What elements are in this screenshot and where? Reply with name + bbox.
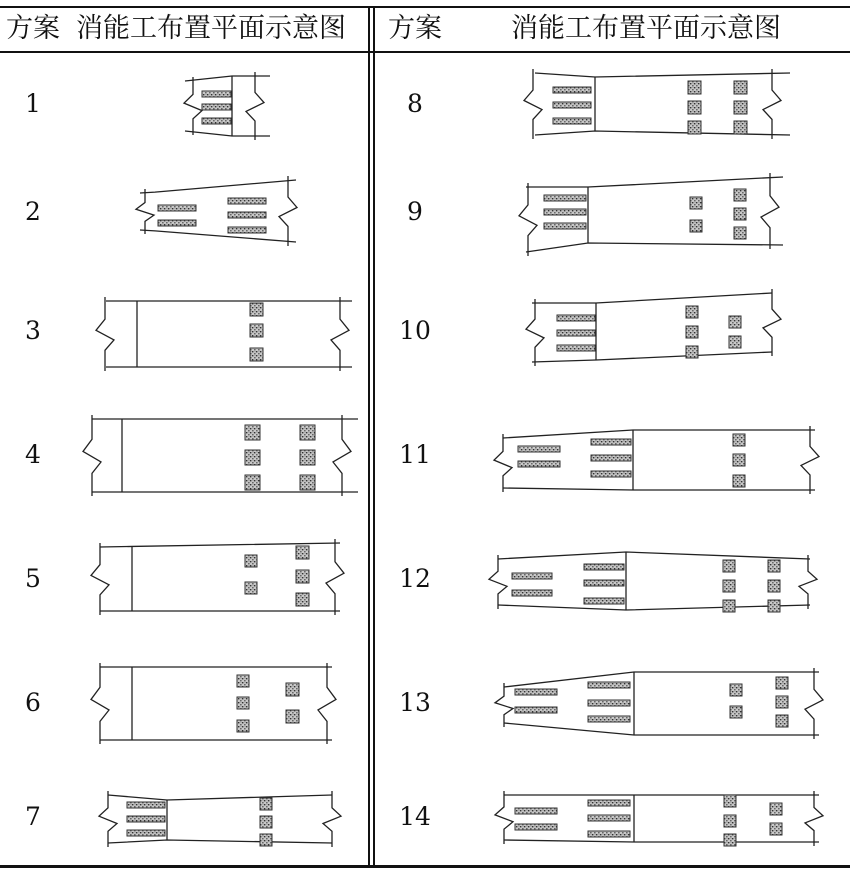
baffle-strip — [127, 816, 165, 822]
downstream-break-line — [333, 415, 351, 496]
baffle-block — [245, 450, 260, 465]
baffle-strip — [515, 824, 557, 830]
baffle-block — [237, 697, 249, 709]
scheme-number: 11 — [399, 440, 431, 469]
downstream-break-line — [331, 297, 349, 371]
baffle-strip — [553, 87, 591, 93]
baffle-block — [768, 560, 780, 572]
channel-left-wall — [504, 672, 819, 687]
baffle-block — [260, 798, 272, 810]
baffle-strip — [518, 446, 560, 452]
baffle-block — [260, 834, 272, 846]
upstream-break-line — [489, 555, 507, 609]
baffle-block — [286, 683, 299, 696]
header-scheme-left: 方案 — [6, 13, 60, 44]
baffle-block — [724, 795, 736, 807]
downstream-break-line — [763, 69, 781, 139]
baffle-strip — [544, 223, 586, 229]
baffle-strip — [202, 118, 231, 124]
scheme-number: 13 — [399, 688, 431, 717]
baffle-block — [260, 816, 272, 828]
upstream-break-line — [99, 791, 117, 847]
baffle-strip — [557, 330, 595, 336]
baffle-strip — [228, 212, 266, 218]
bottom-rule — [0, 865, 850, 868]
upstream-break-line — [96, 297, 114, 371]
baffle-strip — [158, 205, 196, 211]
baffle-strip — [588, 800, 630, 806]
baffle-block — [296, 570, 309, 583]
baffle-block — [734, 208, 746, 220]
baffle-block — [776, 715, 788, 727]
scheme-number: 7 — [25, 802, 41, 831]
baffle-block — [286, 710, 299, 723]
baffle-strip — [591, 455, 631, 461]
channel-left-wall — [498, 552, 810, 559]
baffle-strip — [515, 808, 557, 814]
baffle-block — [723, 600, 735, 612]
baffle-block — [686, 306, 698, 318]
baffle-block — [729, 316, 741, 328]
scheme-number: 1 — [25, 89, 41, 118]
scheme-11-layout-sketch — [485, 405, 830, 500]
baffle-block — [733, 475, 745, 487]
channel-right-wall — [108, 840, 332, 843]
baffle-block — [237, 720, 249, 732]
scheme-number: 5 — [25, 564, 41, 593]
upstream-break-line — [495, 791, 513, 844]
scheme-13-layout-sketch — [484, 655, 829, 750]
downstream-break-line — [246, 72, 264, 140]
scheme-number: 12 — [399, 564, 431, 593]
column-divider-left — [368, 6, 370, 868]
baffle-block — [733, 454, 745, 466]
baffle-block — [686, 346, 698, 358]
column-divider-right — [373, 6, 375, 868]
baffle-block — [296, 546, 309, 559]
scheme-number: 3 — [25, 316, 41, 345]
channel-left-wall — [526, 177, 783, 187]
baffle-block — [300, 450, 315, 465]
scheme-10-layout-sketch — [510, 280, 790, 370]
header-scheme-right: 方案 — [388, 13, 442, 44]
baffle-block — [734, 189, 746, 201]
baffle-block — [250, 303, 263, 316]
channel-right-wall — [504, 840, 819, 842]
baffle-block — [688, 81, 701, 94]
header-diagram-left: 消能工布置平面示意图 — [76, 13, 346, 44]
baffle-block — [250, 324, 263, 337]
baffle-strip — [588, 815, 630, 821]
baffle-block — [245, 475, 260, 490]
baffle-block — [690, 220, 702, 232]
header-rule — [0, 51, 850, 53]
channel-right-wall — [535, 131, 790, 135]
baffle-block — [734, 227, 746, 239]
baffle-strip — [518, 461, 560, 467]
baffle-block — [245, 425, 260, 440]
downstream-break-line — [323, 791, 341, 847]
downstream-break-line — [318, 663, 336, 744]
downstream-break-line — [799, 555, 817, 609]
downstream-break-line — [326, 539, 344, 615]
scheme-7-layout-sketch — [92, 768, 362, 863]
baffle-strip — [584, 598, 624, 604]
scheme-9-layout-sketch — [508, 170, 793, 255]
baffle-block — [300, 425, 315, 440]
baffle-strip — [228, 227, 266, 233]
baffle-block — [300, 475, 315, 490]
downstream-break-line — [805, 791, 823, 846]
baffle-strip — [544, 195, 586, 201]
baffle-block — [245, 555, 257, 567]
baffle-block — [768, 580, 780, 592]
baffle-strip — [584, 564, 624, 570]
baffle-strip — [553, 102, 591, 108]
baffle-block — [768, 600, 780, 612]
upstream-break-line — [91, 543, 109, 615]
baffle-block — [690, 197, 702, 209]
baffle-block — [688, 101, 701, 114]
channel-right-wall — [504, 723, 819, 735]
channel-right-wall — [503, 488, 815, 490]
baffle-strip — [591, 471, 631, 477]
baffle-strip — [584, 580, 624, 586]
scheme-number: 14 — [399, 802, 431, 831]
channel-right-wall — [532, 352, 772, 362]
scheme-14-layout-sketch — [484, 770, 829, 860]
upstream-break-line — [494, 434, 512, 492]
downstream-break-line — [801, 426, 819, 494]
baffle-block — [733, 434, 745, 446]
scheme-number: 6 — [25, 688, 41, 717]
baffle-strip — [512, 573, 552, 579]
baffle-block — [776, 696, 788, 708]
baffle-strip — [557, 345, 595, 351]
upstream-break-line — [136, 189, 154, 234]
baffle-strip — [202, 91, 231, 97]
baffle-block — [686, 326, 698, 338]
baffle-strip — [512, 590, 552, 596]
scheme-number: 2 — [25, 197, 41, 226]
baffle-block — [730, 706, 742, 718]
baffle-block — [730, 684, 742, 696]
upstream-break-line — [91, 663, 109, 744]
baffle-block — [734, 121, 747, 134]
channel-left-wall — [503, 430, 815, 438]
scheme-6-layout-sketch — [82, 650, 352, 750]
scheme-4-layout-sketch — [70, 400, 365, 505]
downstream-break-line — [763, 289, 781, 356]
channel-right-wall — [140, 230, 296, 242]
downstream-break-line — [805, 668, 823, 739]
scheme-12-layout-sketch — [478, 532, 828, 627]
scheme-number: 8 — [407, 89, 423, 118]
top-rule — [0, 6, 850, 8]
baffle-block — [770, 803, 782, 815]
channel-left-wall — [108, 795, 332, 800]
baffle-strip — [515, 689, 557, 695]
baffle-block — [723, 560, 735, 572]
channel-right-wall — [185, 131, 270, 136]
scheme-1-layout-sketch — [155, 62, 280, 157]
channel-right-wall — [498, 605, 810, 610]
baffle-block — [237, 675, 249, 687]
upstream-break-line — [495, 683, 513, 727]
baffle-block — [724, 834, 736, 846]
baffle-strip — [553, 118, 591, 124]
scheme-number: 4 — [25, 440, 41, 469]
scheme-5-layout-sketch — [82, 525, 357, 625]
baffle-strip — [588, 700, 630, 706]
baffle-block — [723, 580, 735, 592]
baffle-strip — [544, 209, 586, 215]
baffle-strip — [588, 682, 630, 688]
scheme-number: 9 — [407, 197, 423, 226]
channel-left-wall — [535, 73, 790, 77]
baffle-strip — [588, 831, 630, 837]
channel-left-wall — [532, 293, 772, 303]
baffle-block — [776, 677, 788, 689]
upstream-break-line — [526, 299, 544, 366]
downstream-break-line — [761, 173, 779, 249]
baffle-strip — [557, 315, 595, 321]
baffle-strip — [127, 830, 165, 836]
downstream-break-line — [279, 176, 297, 246]
baffle-strip — [591, 439, 631, 445]
baffle-block — [296, 593, 309, 606]
channel-left-wall — [140, 180, 296, 193]
baffle-strip — [228, 198, 266, 204]
header-diagram-right: 消能工布置平面示意图 — [511, 13, 781, 44]
baffle-block — [688, 121, 701, 134]
scheme-3-layout-sketch — [72, 275, 367, 385]
upstream-break-line — [83, 415, 101, 496]
channel-right-wall — [526, 243, 783, 252]
baffle-strip — [515, 707, 557, 713]
baffle-strip — [127, 802, 165, 808]
upstream-break-line — [184, 77, 202, 135]
baffle-strip — [588, 716, 630, 722]
baffle-strip — [202, 104, 231, 110]
scheme-number: 10 — [399, 316, 431, 345]
baffle-block — [770, 823, 782, 835]
baffle-block — [250, 348, 263, 361]
upstream-break-line — [524, 69, 542, 139]
baffle-block — [734, 101, 747, 114]
baffle-strip — [158, 220, 196, 226]
baffle-block — [724, 815, 736, 827]
baffle-block — [729, 336, 741, 348]
scheme-8-layout-sketch — [510, 55, 795, 145]
scheme-2-layout-sketch — [128, 172, 308, 252]
baffle-block — [734, 81, 747, 94]
baffle-block — [245, 582, 257, 594]
upstream-break-line — [519, 183, 537, 256]
channel-left-wall — [185, 76, 270, 81]
